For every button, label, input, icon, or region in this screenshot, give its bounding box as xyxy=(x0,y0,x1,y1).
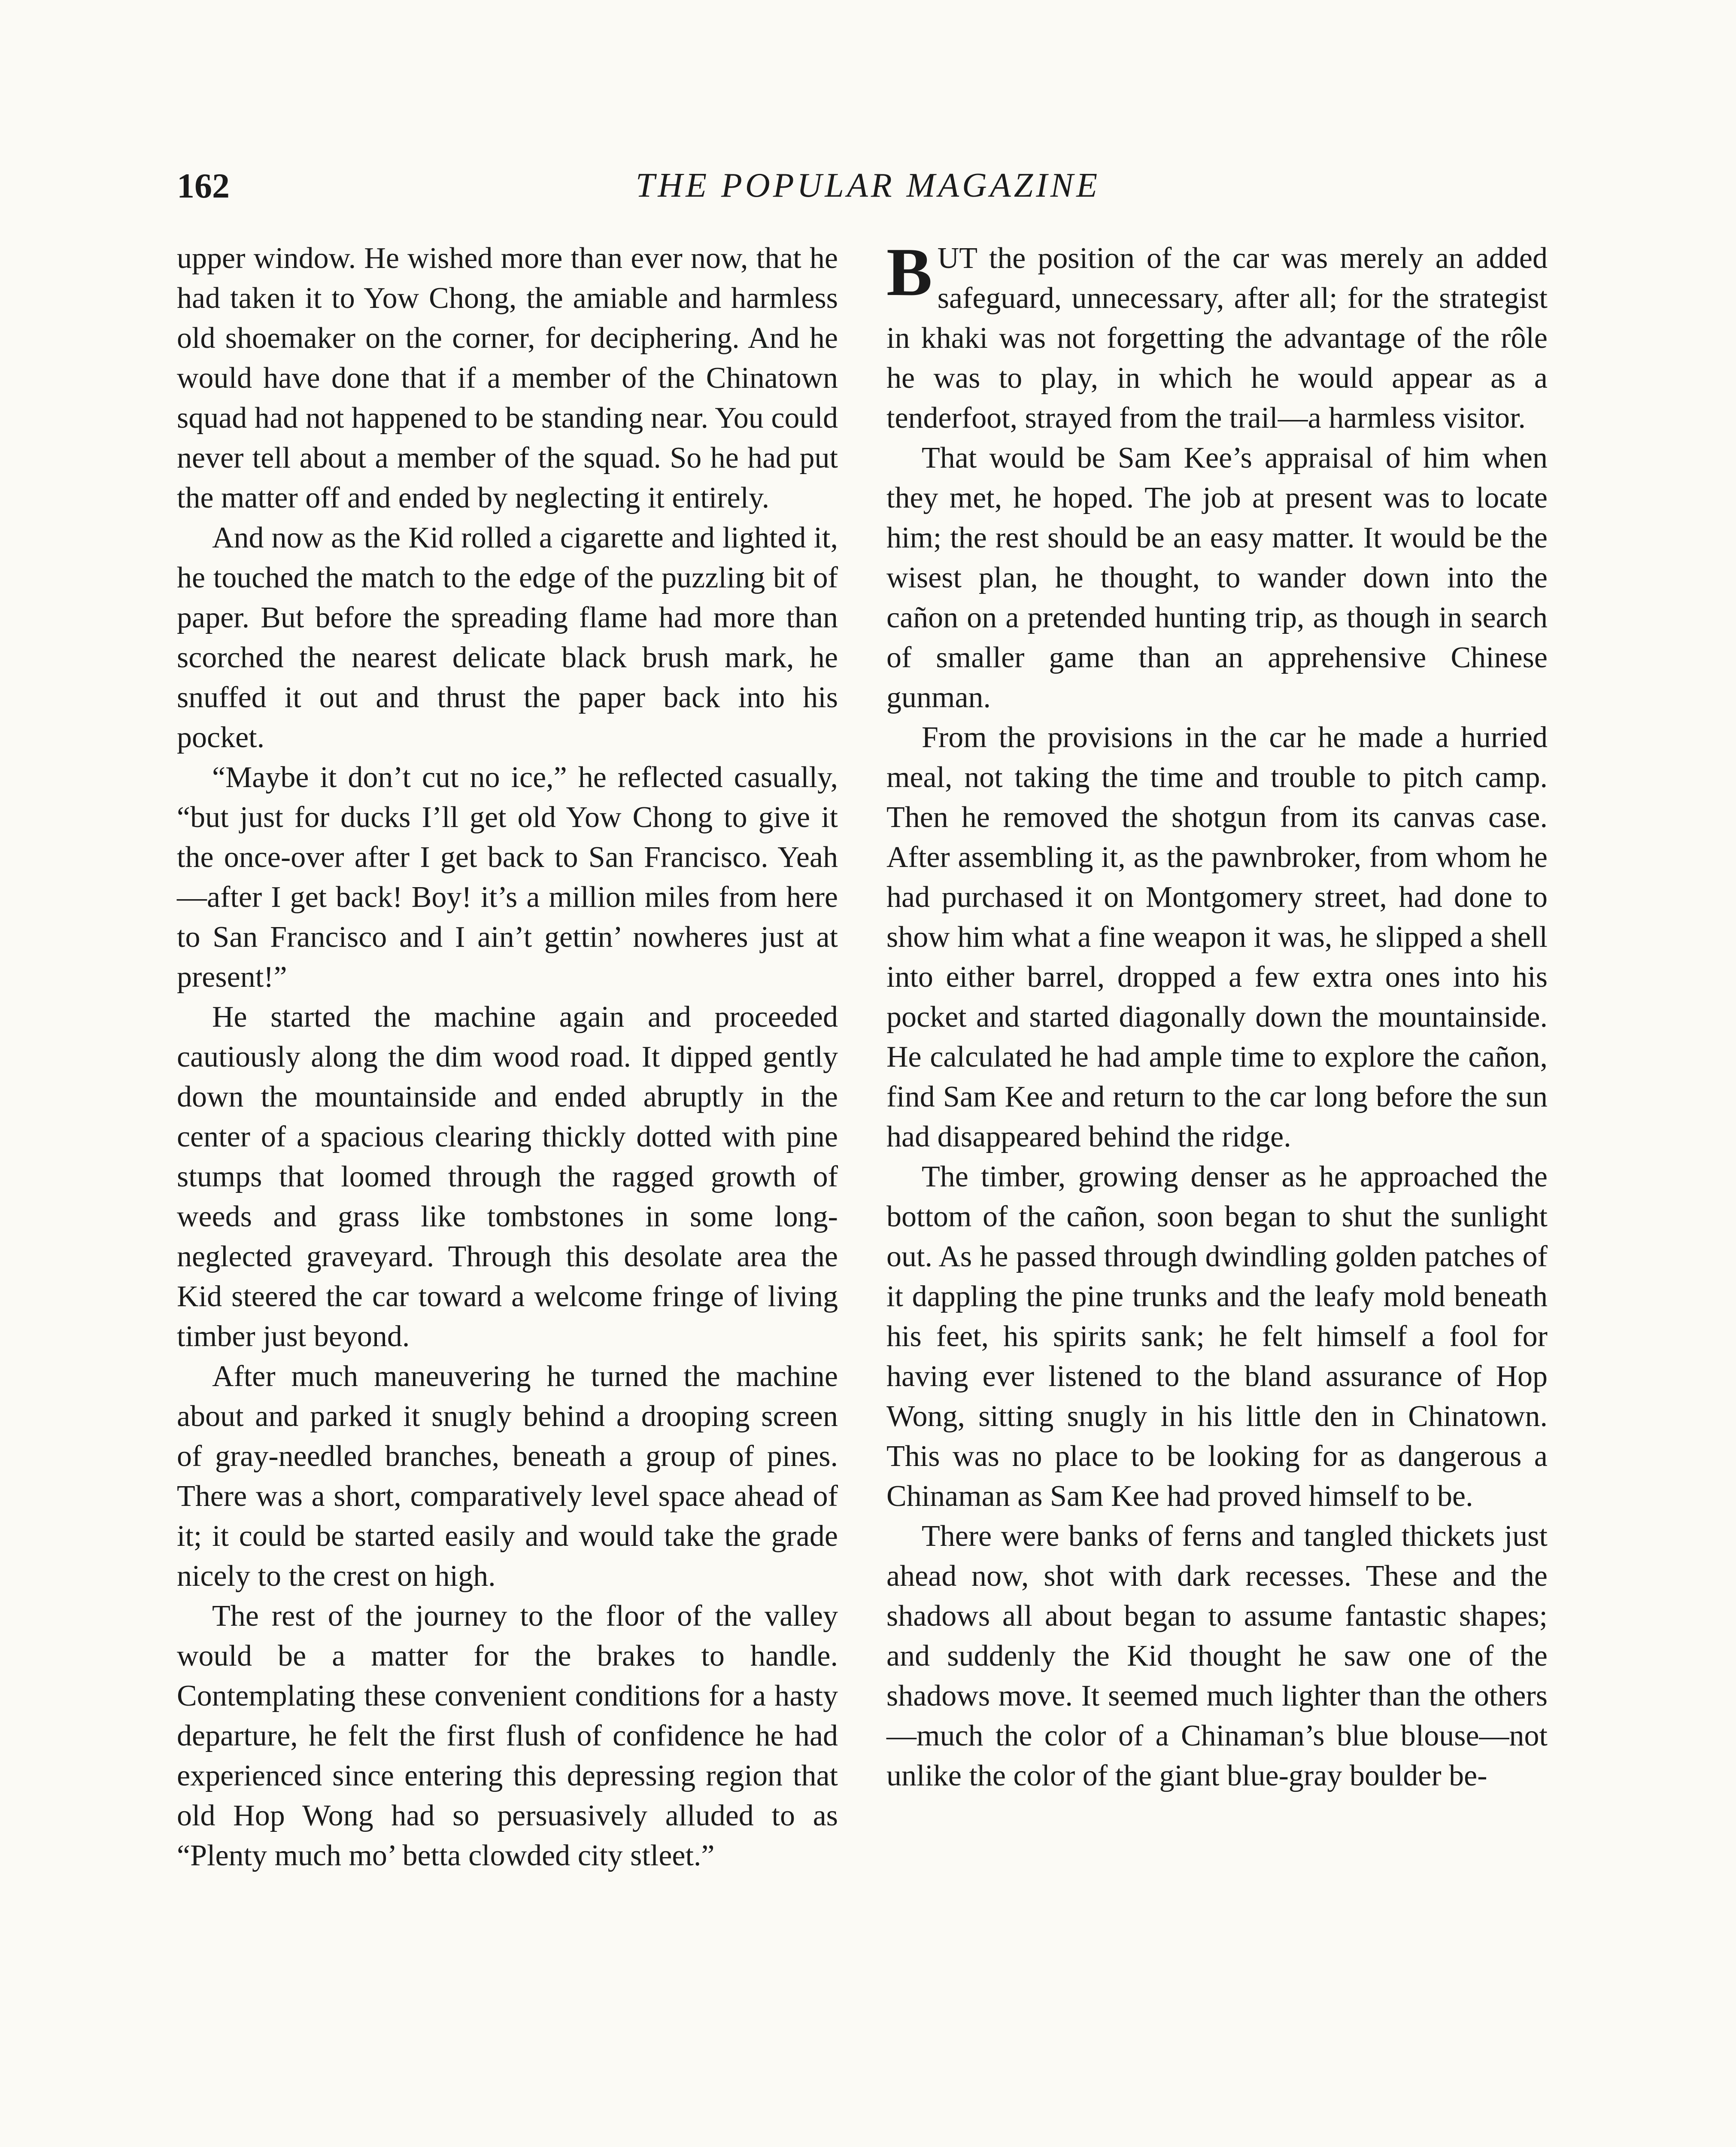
paragraph-with-dropcap xyxy=(886,234,1548,438)
paragraph: After much maneuvering he turned the machine about and parked it snugly behind a drooping screen of gray-needled branches, beneath a group of pines. There was a short, comparatively level space ahead of it; it could be started easily and would take the grade nicely to the crest on high. xyxy=(177,1360,838,1593)
paragraph-text: UT the position of the car was merely an added safeguard, unnecessary, after all; for the strategist in khaki was not forgetting the advantage of the rôle he was to play, in which he would appear as a tenderfoot, strayed from the trail—a harmless visitor. xyxy=(886,242,1548,435)
page-number: 162 xyxy=(177,166,230,205)
paragraph: And now as the Kid rolled a cigarette and lighted it, he touched the match to the edge of the puzzling bit of paper. But before the spreading flame had more than scorched the nearest delicate black brush mark, he snuffed it out and thrust the paper back into his pocket. xyxy=(177,521,838,754)
paragraph: The timber, growing denser as he approached the bottom of the cañon, soon began to shut the sunlight out. As he passed through dwindling golden patches of it dappling the pine trunks and the leafy mold beneath his feet, his spirits sank; he felt himself a fool for having ever listened to the bland assurance of Hop Wong, sitting snugly in his little den in Chinatown. This was no place to be looking for as dangerous a Chinaman as Sam Kee had proved himself to be. xyxy=(886,1160,1548,1513)
left-text-column xyxy=(177,238,838,1876)
paragraph: The rest of the journey to the floor of the valley would be a matter for the brakes to handle. Contemplating these convenient conditions for a hasty departure, he felt the first flush of confidence he had experienced since entering this depressing region that old Hop Wong had so persuasively alluded to as “Plenty much mo’ betta clowded city stleet.” xyxy=(177,1600,838,1872)
paragraph: That would be Sam Kee’s appraisal of him when they met, he hoped. The job at present was to locate him; the rest should be an easy matter. It would be the wisest plan, he thought, to wander down into the cañon on a pretended hunting trip, as though in search of smaller game than an apprehensive Chinese gunman. xyxy=(886,441,1548,714)
paragraph: There were banks of ferns and tangled thickets just ahead now, shot with dark recesses. These and the shadows all about began to assume fantastic shapes; and suddenly the Kid thought he saw one of the shadows move. It seemed much lighter than the others—much the color of a Chinaman’s blue blouse—not unlike the color of the giant blue-gray boulder be- xyxy=(886,1520,1548,1792)
paragraph: upper window. He wished more than ever now, that he had taken it to Yow Chong, the amiable and harmless old shoemaker on the corner, for deciphering. And he would have done that if a member of the Chinatown squad had not happened to be standing near. You could never tell about a member of the squad. So he had put the matter off and ended by neglecting it entirely. xyxy=(177,242,838,514)
paragraph: “Maybe it don’t cut no ice,” he reflected casually, “but just for ducks I’ll get old Yow Chong to give it the once-over after I get back to San Francisco. Yeah—after I get back! Boy! it’s a million miles from here to San Francisco and I ain’t gettin’ nowheres just at present!” xyxy=(177,761,838,994)
right-text-column xyxy=(886,234,1548,1796)
paragraph: From the provisions in the car he made a hurried meal, not taking the time and trouble to pitch camp. Then he removed the shotgun from its canvas case. After assembling it, as the pawnbroker, from whom he had purchased it on Montgomery street, had done to show him what a fine weapon it was, he slipped a shell into either barrel, dropped a few extra ones into his pocket and started diagonally down the mountainside. He calculated he had ample time to explore the cañon, find Sam Kee and return to the car long before the sun had disappeared behind the ridge. xyxy=(886,721,1548,1153)
drop-cap: B xyxy=(886,234,932,310)
running-head-title: THE POPULAR MAGAZINE xyxy=(635,167,1101,204)
paragraph: He started the machine again and proceeded cautiously along the dim wood road. It dipped gently down the mountainside and ended abruptly in the center of a spacious clearing thickly dotted with pine stumps that loomed through the ragged growth of weeds and grass like tombstones in some long-neglected graveyard. Through this desolate area the Kid steered the car toward a welcome fringe of living timber just beyond. xyxy=(177,1001,838,1353)
